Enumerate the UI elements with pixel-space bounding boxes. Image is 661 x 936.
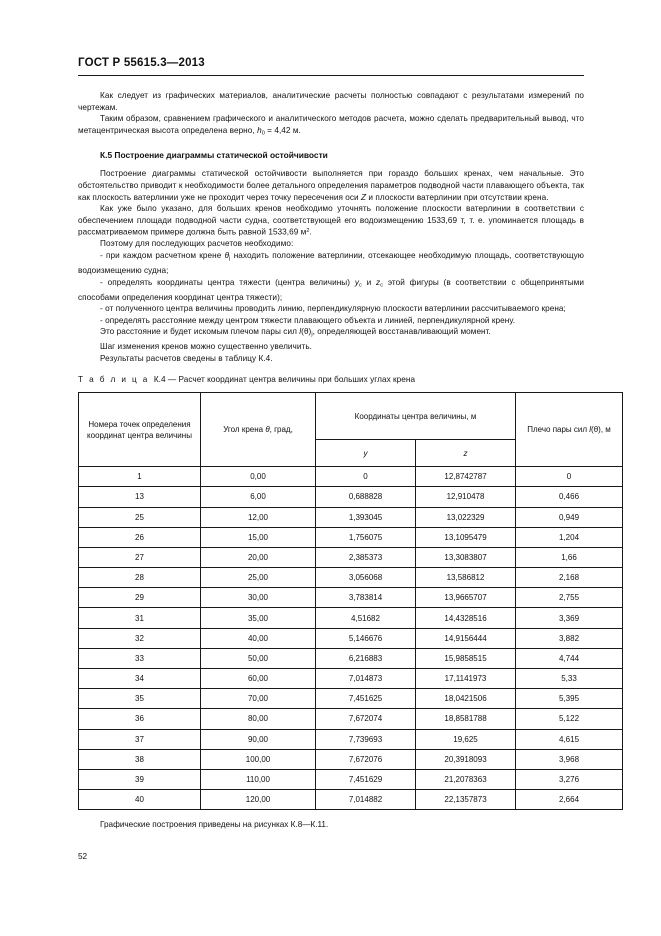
cell-righting-arm: 2,664	[516, 790, 623, 810]
spacer-after-table	[78, 810, 584, 819]
cell-coordinate-z: 17,1141973	[416, 669, 516, 689]
cell-coordinate-z: 22,1357873	[416, 790, 516, 810]
cell-heel-angle: 25,00	[201, 568, 316, 588]
cell-righting-arm: 5,122	[516, 709, 623, 729]
cell-coordinate-y: 6,216883	[316, 648, 416, 668]
cell-coordinate-z: 13,022329	[416, 507, 516, 527]
table-caption-title: Расчет координат центра величины при больших углах крена	[178, 374, 416, 384]
header-theta-symbol: θ	[265, 425, 270, 435]
cell-heel-angle: 30,00	[201, 588, 316, 608]
paragraph-2-text-before: Таким образом, сравнением графического и аналитического методов расчета, можно сделать предварительный вывод, что метацентрическая высота определена верно,	[78, 114, 584, 135]
header-divider	[78, 75, 584, 76]
cell-coordinate-y: 1,756075	[316, 527, 416, 547]
cell-coordinate-z: 14,9156444	[416, 628, 516, 648]
paragraph-2	[78, 113, 584, 140]
bullet-2-text-mid: и	[361, 277, 377, 287]
cell-heel-angle: 100,00	[201, 749, 316, 769]
cell-coordinate-y: 0,688828	[316, 487, 416, 507]
variable-z-subscript: c	[380, 281, 384, 288]
bullet-1-text-b: находить положение ватерлинии, отсекающее необходимую площадь, соответствующую водоизмещению судна;	[78, 251, 585, 275]
header-heel-angle-text-a: Угол крена	[223, 425, 266, 435]
cell-coordinate-y: 2,385373	[316, 547, 416, 567]
cell-heel-angle: 20,00	[201, 547, 316, 567]
table-row	[79, 648, 623, 668]
table-row	[79, 669, 623, 689]
cell-righting-arm: 4,744	[516, 648, 623, 668]
cell-heel-angle: 60,00	[201, 669, 316, 689]
cell-coordinate-z: 13,1095479	[416, 527, 516, 547]
cell-point-number: 38	[79, 749, 201, 769]
cell-coordinate-z: 18,0421506	[416, 689, 516, 709]
paragraph-6-text-a: Это расстояние и будет искомым плечом пары сил	[100, 327, 300, 337]
header-l-symbol: l	[589, 425, 592, 435]
paragraph-5: Поэтому для последующих расчетов необходимо:	[100, 239, 294, 249]
bullet-2-text-a: - определять координаты центра тяжести (центра величины)	[100, 277, 355, 287]
variable-y-c: y	[354, 277, 359, 287]
cell-heel-angle: 120,00	[201, 790, 316, 810]
header-coordinate-y	[316, 440, 416, 467]
cell-righting-arm: 3,882	[516, 628, 623, 648]
bullet-item-1	[78, 250, 584, 277]
cell-point-number: 37	[79, 729, 201, 749]
paragraph-7: Шаг изменения кренов можно существенно увеличить.	[100, 342, 312, 352]
table-row	[79, 769, 623, 789]
table-row	[79, 628, 623, 648]
header-center-coordinates-group: Координаты центра величины, м	[316, 393, 516, 440]
table-row	[79, 507, 623, 527]
table-caption-dash: —	[167, 374, 177, 384]
cell-coordinate-z: 13,9665707	[416, 588, 516, 608]
table-row	[79, 608, 623, 628]
table-row	[79, 790, 623, 810]
table-caption-number: К.4	[153, 374, 166, 384]
calculation-table	[78, 392, 623, 810]
header-coordinate-y-symbol: y	[363, 448, 368, 458]
cell-coordinate-y: 7,014882	[316, 790, 416, 810]
header-heel-angle-text-b: , град,	[269, 425, 293, 435]
page-number: 52	[78, 852, 88, 861]
header-coordinate-z-symbol: z	[463, 448, 468, 458]
cell-point-number: 33	[79, 648, 201, 668]
cell-heel-angle: 50,00	[201, 648, 316, 668]
page-content	[78, 90, 611, 831]
paragraph-6	[78, 326, 584, 341]
cell-point-number: 13	[79, 487, 201, 507]
table-body	[79, 467, 623, 810]
cell-coordinate-z: 13,3083807	[416, 547, 516, 567]
section-heading-k5: К.5 Построение диаграммы статической остойчивости	[100, 149, 328, 160]
cell-coordinate-y: 3,056068	[316, 568, 416, 588]
paragraph-4-text-b: .	[309, 227, 312, 237]
paragraph-4	[78, 203, 584, 238]
cell-coordinate-y: 1,393045	[316, 507, 416, 527]
cell-coordinate-y: 0	[316, 467, 416, 487]
header-righting-arm-text-b: (θ), м	[591, 425, 611, 435]
cell-point-number: 32	[79, 628, 201, 648]
table-header-row-1	[79, 393, 623, 440]
table-row	[79, 709, 623, 729]
cell-coordinate-z: 19,625	[416, 729, 516, 749]
cell-coordinate-z: 12,910478	[416, 487, 516, 507]
variable-l-argument: (θ)	[301, 327, 312, 337]
cell-coordinate-z: 15,9858515	[416, 648, 516, 668]
cell-heel-angle: 35,00	[201, 608, 316, 628]
cell-heel-angle: 12,00	[201, 507, 316, 527]
variable-z-c: z	[376, 277, 381, 287]
table-row	[79, 487, 623, 507]
cell-heel-angle: 70,00	[201, 689, 316, 709]
cell-point-number: 1	[79, 467, 201, 487]
cell-coordinate-z: 18,8581788	[416, 709, 516, 729]
variable-theta-j: θ	[224, 251, 230, 261]
table-row	[79, 749, 623, 769]
cell-righting-arm: 2,755	[516, 588, 623, 608]
cell-point-number: 39	[79, 769, 201, 789]
square-superscript: 2	[306, 228, 310, 235]
cell-point-number: 28	[79, 568, 201, 588]
cell-righting-arm: 3,369	[516, 608, 623, 628]
header-coordinate-z	[416, 440, 516, 467]
paragraph-1: Как следует из графических материалов, аналитические расчеты полностью совпадают с результатами измерений по чертежам.	[78, 91, 584, 112]
cell-heel-angle: 6,00	[201, 487, 316, 507]
cell-point-number: 35	[79, 689, 201, 709]
table-caption	[78, 374, 584, 386]
cell-righting-arm: 1,204	[516, 527, 623, 547]
cell-righting-arm: 5,33	[516, 669, 623, 689]
cell-coordinate-z: 14,4328516	[416, 608, 516, 628]
cell-righting-arm: 0,949	[516, 507, 623, 527]
bullet-1-text-a: - при каждом расчетном крене	[100, 251, 225, 261]
variable-h: h	[257, 125, 262, 135]
cell-righting-arm: 0	[516, 467, 623, 487]
cell-coordinate-z: 20,3918093	[416, 749, 516, 769]
variable-y-subscript: c	[358, 281, 362, 288]
header-heel-angle	[201, 393, 316, 467]
table-row	[79, 527, 623, 547]
cell-point-number: 27	[79, 547, 201, 567]
cell-righting-arm: 3,276	[516, 769, 623, 789]
cell-coordinate-y: 7,451625	[316, 689, 416, 709]
cell-coordinate-z: 13,586812	[416, 568, 516, 588]
standard-number-header: ГОСТ Р 55615.3—2013	[78, 57, 205, 69]
cell-coordinate-y: 4,51682	[316, 608, 416, 628]
paragraph-6-text-b: , определяющей восстанавливающий момент.	[312, 327, 491, 337]
table-row	[79, 689, 623, 709]
cell-point-number: 40	[79, 790, 201, 810]
spacer-before-table	[78, 365, 584, 374]
cell-heel-angle: 40,00	[201, 628, 316, 648]
header-righting-arm-text-a: Плечо пары сил	[527, 425, 590, 435]
cell-coordinate-y: 7,014873	[316, 669, 416, 689]
paragraph-4-text-a: Как уже было указано, для больших кренов необходимо уточнять положение плоскости ватерлинии в соответствии с обеспечением площади подводной части судна, соответствующей его водоизмещению 1533,69 т, т. е. упоминается площадь в рассматриваемом примере должна быть равной 1533,69 м	[78, 204, 584, 237]
cell-heel-angle: 90,00	[201, 729, 316, 749]
table-row	[79, 467, 623, 487]
cell-righting-arm: 0,466	[516, 487, 623, 507]
cell-righting-arm: 5,395	[516, 689, 623, 709]
paragraph-3	[78, 168, 584, 203]
cell-heel-angle: 15,00	[201, 527, 316, 547]
cell-heel-angle: 110,00	[201, 769, 316, 789]
header-righting-arm	[516, 393, 623, 467]
cell-point-number: 31	[79, 608, 201, 628]
paragraph-3-text-a: Построение диаграммы статической остойчивости выполняется при гораздо больших кренах, чем начальные. Это обстоятельство приводит к необходимости более детального определения параметров подводной части плавающего объекта, так как плоскость ватерлинии уже не проходит через точку пересечения оси	[78, 169, 584, 202]
paragraph-after-table: Графические построения приведены на рисунках К.8—К.11.	[100, 820, 329, 830]
cell-righting-arm: 1,66	[516, 547, 623, 567]
table-header	[79, 393, 623, 467]
cell-coordinate-y: 5,146676	[316, 628, 416, 648]
cell-point-number: 26	[79, 527, 201, 547]
cell-heel-angle: 0,00	[201, 467, 316, 487]
paragraph-2-text-after: = 4,42 м.	[264, 125, 301, 135]
table-row	[79, 568, 623, 588]
cell-point-number: 29	[79, 588, 201, 608]
paragraph-3-text-b: и плоскости ватерлинии при отсутствии крена.	[366, 192, 549, 202]
cell-coordinate-z: 21,2078363	[416, 769, 516, 789]
cell-coordinate-y: 7,739693	[316, 729, 416, 749]
variable-theta-subscript: j	[229, 255, 231, 262]
cell-coordinate-y: 3,783814	[316, 588, 416, 608]
cell-coordinate-y: 7,451629	[316, 769, 416, 789]
bullet-2-text-b: этой фигуры (в соответствии с общепринятыми способами определения координат центра тяжести);	[78, 277, 584, 302]
bullet-item-2	[78, 277, 584, 304]
bullet-item-4: - определять расстояние между центром тяжести плавающего объекта и линией, перпендикулярной крену.	[100, 315, 516, 325]
bullet-item-3: - от полученного центра величины проводить линию, перпендикулярную плоскости ватерлинии рассчитываемого крена;	[100, 304, 566, 314]
table-row	[79, 547, 623, 567]
variable-z-axis: Z	[361, 192, 367, 202]
variable-l-arm: l	[299, 327, 302, 337]
cell-heel-angle: 80,00	[201, 709, 316, 729]
cell-coordinate-z: 12,8742787	[416, 467, 516, 487]
table-row	[79, 729, 623, 749]
paragraph-8: Результаты расчетов сведены в таблицу К.4.	[100, 353, 273, 363]
cell-point-number: 34	[79, 669, 201, 689]
table-row	[79, 588, 623, 608]
cell-coordinate-y: 7,672074	[316, 709, 416, 729]
cell-point-number: 36	[79, 709, 201, 729]
cell-righting-arm: 2,168	[516, 568, 623, 588]
cell-righting-arm: 4,615	[516, 729, 623, 749]
cell-point-number: 25	[79, 507, 201, 527]
table-caption-label: Т а б л и ц а	[78, 374, 150, 384]
header-point-numbers: Номера точек определения координат центра величины	[79, 393, 201, 467]
variable-h-subscript: 0	[261, 130, 265, 137]
cell-righting-arm: 3,968	[516, 749, 623, 769]
variable-l-subscript: j	[311, 331, 313, 338]
cell-coordinate-y: 7,672076	[316, 749, 416, 769]
